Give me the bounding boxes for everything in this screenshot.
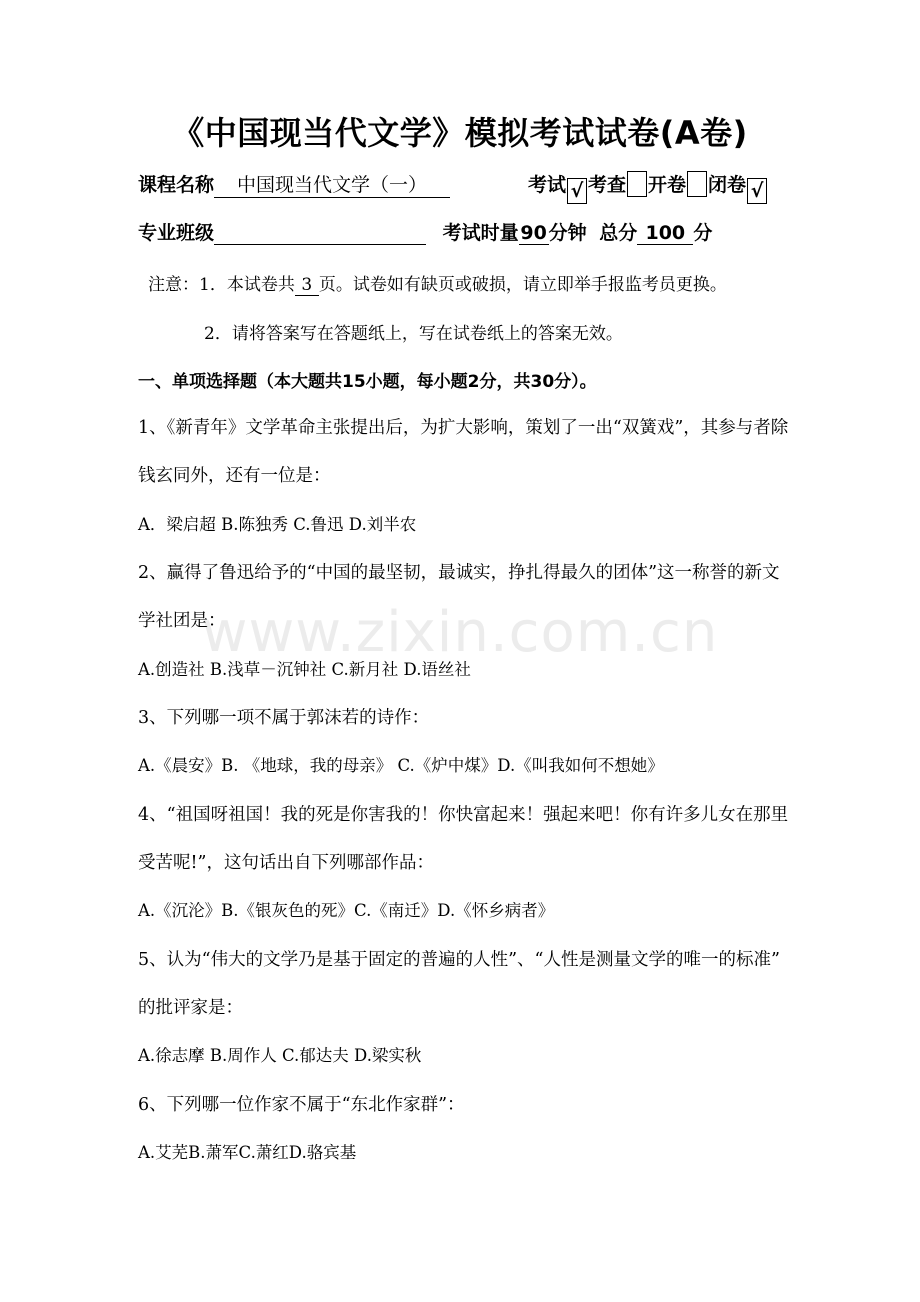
- notice-line-2: 2．请将答案写在答题纸上，写在试卷纸上的答案无效。: [204, 324, 623, 344]
- open-book-checkbox: [687, 171, 707, 197]
- check-checkbox: [627, 171, 647, 197]
- closed-book-label: 闭卷: [708, 174, 747, 196]
- class-line: [138, 218, 712, 245]
- question-2-options: A.创造社 B.浅草－沉钟社 C.新月社 D.语丝社: [138, 660, 471, 679]
- question-3-options: A.《晨安》B. 《地球，我的母亲》 C.《炉中煤》D.《叫我如何不想她》: [138, 756, 664, 775]
- page-count: 3: [295, 275, 319, 296]
- question-5-line-2: 的批评家是：: [138, 998, 243, 1018]
- total-unit: 分: [693, 222, 713, 244]
- course-name-field: 中国现当代文学（一）: [214, 170, 450, 198]
- check-label: 考查: [588, 174, 627, 196]
- question-1-line-1: 1、《新青年》文学革命主张提出后，为扩大影响，策划了一出“双簧戏”，其参与者除: [138, 418, 789, 438]
- question-5-options: A.徐志摩 B.周作人 C.郁达夫 D.梁实秋: [138, 1046, 422, 1065]
- question-2-line-2: 学社团是：: [138, 611, 226, 631]
- time-unit: 分钟: [548, 222, 587, 244]
- page-title: 《中国现当代文学》模拟考试试卷(A卷): [172, 114, 748, 152]
- class-label: 专业班级: [138, 222, 215, 244]
- total-label: 总分: [599, 222, 638, 244]
- watermark: www.zixin.com.cn: [201, 600, 719, 665]
- exam-type-options: [528, 170, 768, 204]
- section-heading: 一、单项选择题（本大题共15小题，每小题2分，共30分）。: [138, 372, 597, 392]
- notice-text: 注意：1．本试卷共: [148, 275, 295, 295]
- question-3-line-1: 3、下列哪一项不属于郭沫若的诗作：: [138, 708, 430, 728]
- closed-book-checkbox: √: [747, 178, 767, 204]
- question-6-options: A.艾芜B.萧军C.萧红D.骆宾基: [138, 1143, 357, 1162]
- question-6-line-1: 6、下列哪一位作家不属于“东北作家群”：: [138, 1095, 465, 1115]
- exam-label: 考试: [528, 174, 567, 196]
- question-2-line-1: 2、赢得了鲁迅给予的“中国的最坚韧，最诚实，挣扎得最久的团体”这一称誉的新文: [138, 563, 780, 583]
- question-5-line-1: 5、认为“伟大的文学乃是基于固定的普遍的人性”、“人性是测量文学的唯一的标准”: [138, 950, 780, 970]
- notice-text: 页。试卷如有缺页或破损，请立即举手报监考员更换。: [318, 275, 727, 295]
- time-value: 90: [520, 222, 547, 244]
- question-1-line-2: 钱玄同外，还有一位是：: [138, 466, 331, 486]
- exam-checkbox: √: [567, 178, 587, 204]
- question-4-line-1: 4、“祖国呀祖国！我的死是你害我的！你快富起来！强起来吧！你有许多儿女在那里: [138, 805, 789, 825]
- course-line: [138, 170, 450, 198]
- notice-line-1: [148, 270, 727, 296]
- open-book-label: 开卷: [648, 174, 687, 196]
- course-label: 课程名称: [138, 174, 215, 196]
- question-4-options: A.《沉沦》B.《银灰色的死》C.《南迁》D.《怀乡病者》: [138, 901, 555, 920]
- time-label: 考试时量: [442, 222, 519, 244]
- total-value: 100: [637, 222, 693, 245]
- class-field: [214, 222, 426, 245]
- question-4-line-2: 受苦呢!”，这句话出自下列哪部作品：: [138, 853, 434, 873]
- question-1-options: A．梁启超 B.陈独秀 C.鲁迅 D.刘半农: [138, 515, 417, 534]
